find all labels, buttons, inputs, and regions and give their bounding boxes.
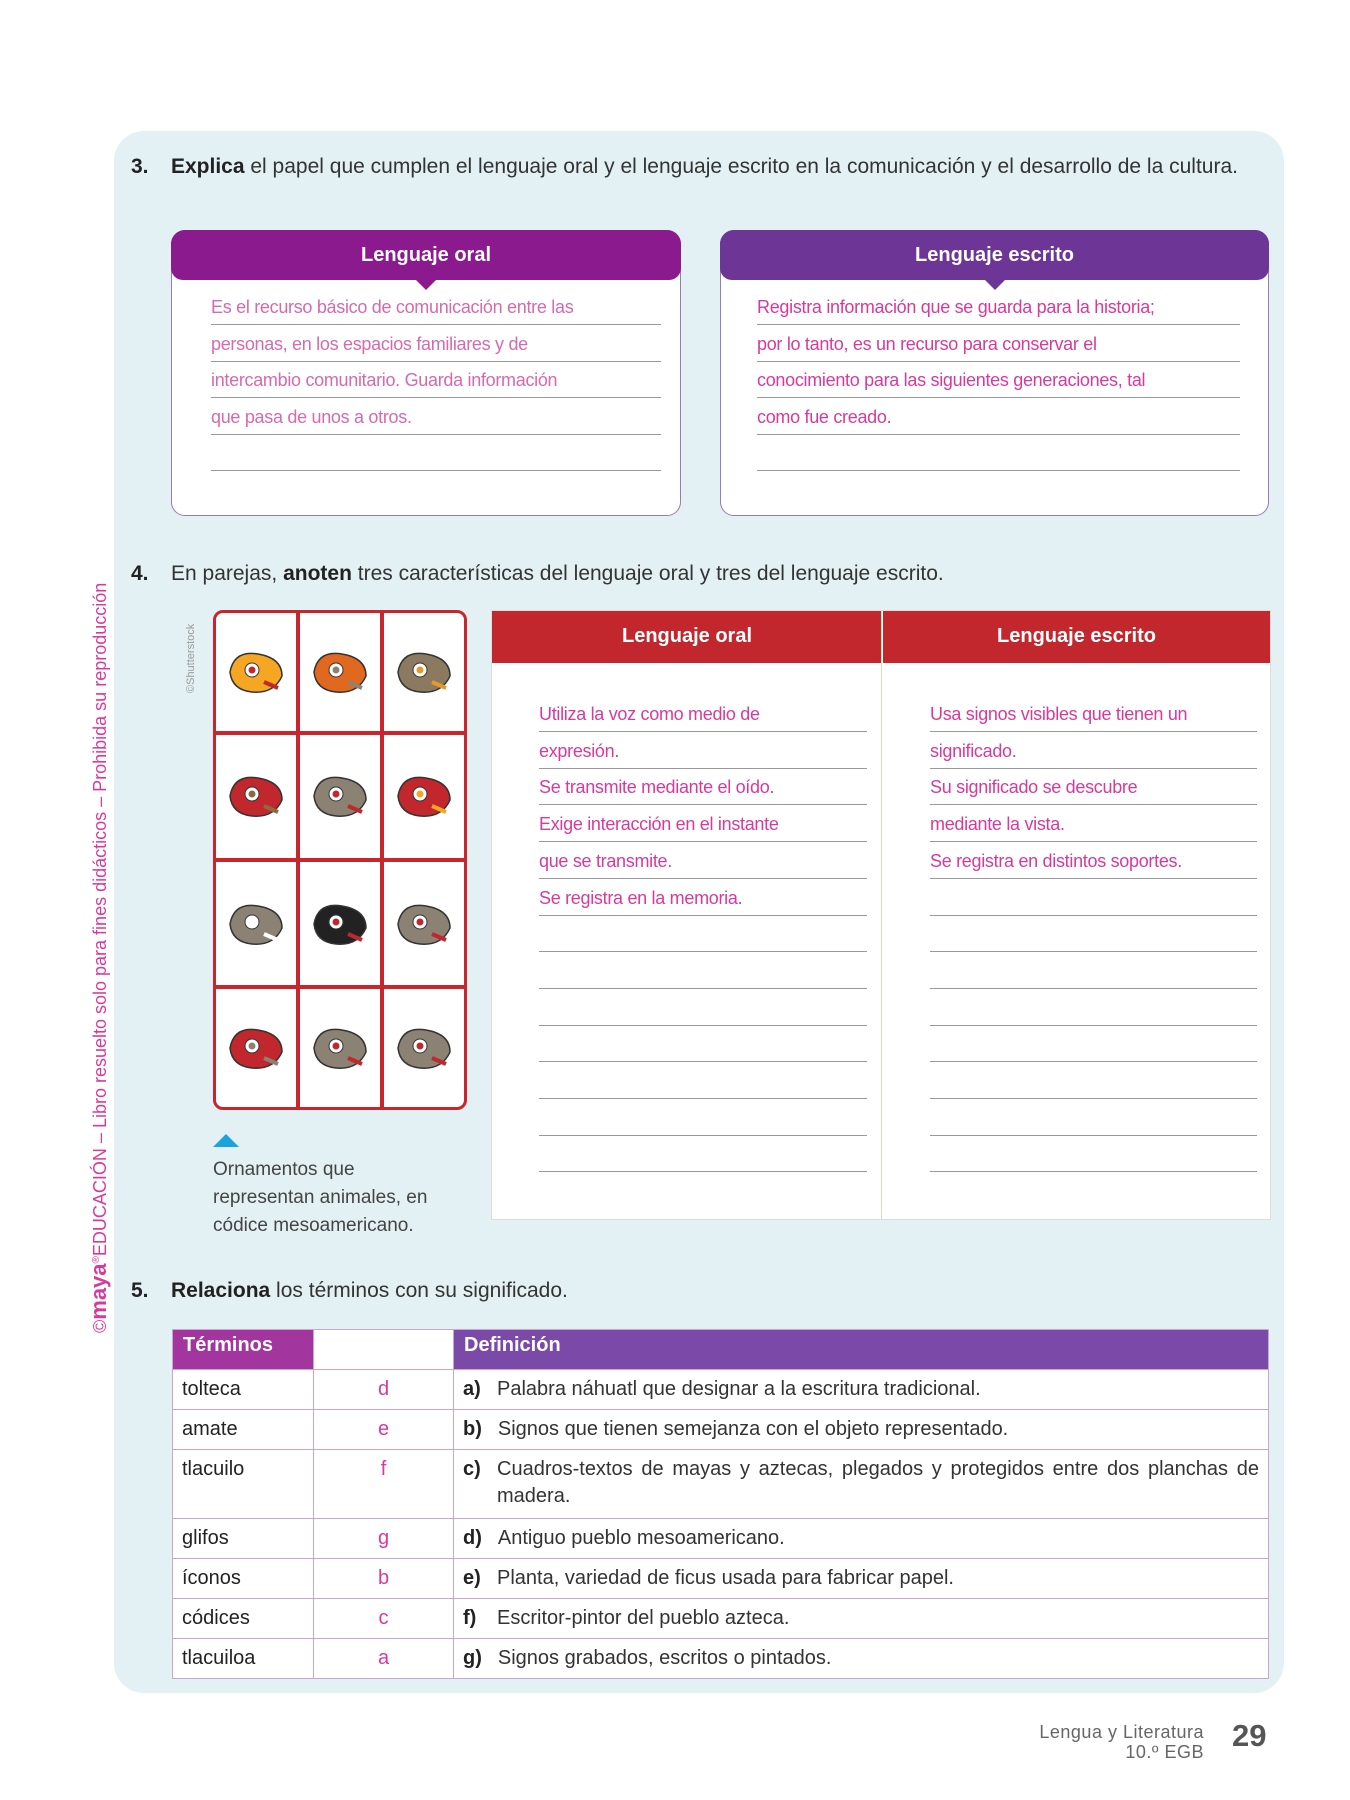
q5-verb: Relaciona — [171, 1279, 271, 1302]
matching-table — [172, 1329, 1269, 1679]
side-copyright-text — [86, 493, 112, 1333]
oral-answer-line[interactable]: intercambio comunitario. Guarda información — [211, 362, 661, 398]
oral-column-header: Lenguaje oral — [492, 611, 882, 663]
definition-cell — [454, 1519, 1269, 1559]
q4-text: tres características del lenguaje oral y tres del lenguaje escrito. — [351, 562, 944, 585]
answer-cell[interactable]: e — [314, 1410, 454, 1450]
oral-characteristic-line[interactable]: Utiliza la voz como medio de — [539, 696, 867, 732]
escrito-characteristic-line[interactable]: Se registra en distintos soportes. — [930, 843, 1257, 879]
oral-characteristic-line[interactable] — [539, 1063, 867, 1099]
definition-letter: f) — [463, 1607, 477, 1629]
escrito-answer-line[interactable]: Registra información que se guarda para la historia; — [757, 289, 1240, 325]
terms-header: Términos — [173, 1330, 314, 1370]
table-row — [173, 1519, 1269, 1559]
definition-letter: a) — [463, 1378, 481, 1400]
codex-image — [213, 610, 467, 1110]
escrito-answer-line[interactable]: como fue creado. — [757, 399, 1240, 435]
table-row — [173, 1599, 1269, 1639]
side-notice: EDUCACIÓN – Libro resuelto solo para fines didácticos – Prohibida su reproducción — [90, 582, 110, 1257]
answer-header — [314, 1330, 454, 1370]
escrito-box-title: Lenguaje escrito — [720, 230, 1269, 280]
image-credit: ©Shutterstock — [185, 623, 197, 693]
caption-line: códice mesoamericano. — [213, 1215, 414, 1236]
oral-characteristic-line[interactable] — [539, 953, 867, 989]
definition-letter: d) — [463, 1527, 482, 1549]
term-cell: amate — [173, 1410, 314, 1450]
definition-text: Signos grabados, escritos o pintados. — [497, 1647, 832, 1669]
oral-characteristic-line[interactable] — [539, 1100, 867, 1136]
definition-cell — [454, 1559, 1269, 1599]
definition-letter: b) — [463, 1418, 482, 1440]
answer-cell[interactable]: a — [314, 1639, 454, 1679]
q4-prompt — [171, 559, 944, 589]
q4-verb: anoten — [283, 562, 352, 585]
definition-cell — [454, 1639, 1269, 1679]
escrito-answer-line[interactable]: conocimiento para las siguientes generaciones, tal — [757, 362, 1240, 398]
animal-glyph-icon — [308, 642, 372, 702]
term-cell: tolteca — [173, 1370, 314, 1410]
answer-cell[interactable]: b — [314, 1559, 454, 1599]
term-cell: íconos — [173, 1559, 314, 1599]
brand-logo: maya — [86, 1263, 111, 1320]
codex-glyph — [216, 862, 296, 985]
codex-glyph — [300, 735, 380, 858]
definition-header: Definición — [454, 1330, 1269, 1370]
animal-glyph-icon — [224, 766, 288, 826]
escrito-characteristic-line[interactable]: significado. — [930, 733, 1257, 769]
column-divider — [881, 611, 882, 1219]
oral-characteristic-line[interactable] — [539, 990, 867, 1026]
definition-letter: c) — [463, 1458, 481, 1480]
codex-glyph — [384, 862, 464, 985]
oral-answer-line[interactable] — [211, 435, 661, 471]
animal-glyph-icon — [308, 1018, 372, 1078]
registered-mark: ® — [91, 1256, 102, 1264]
escrito-characteristic-line[interactable] — [930, 953, 1257, 989]
oral-characteristic-line[interactable]: que se transmite. — [539, 843, 867, 879]
escrito-characteristic-line[interactable] — [930, 1063, 1257, 1099]
caption-line: representan animales, en — [213, 1187, 428, 1208]
escrito-characteristic-line[interactable]: Su significado se descubre — [930, 769, 1257, 805]
answer-cell[interactable]: d — [314, 1370, 454, 1410]
caption-line: Ornamentos que — [213, 1159, 355, 1180]
animal-glyph-icon — [392, 894, 456, 954]
definition-cell — [454, 1450, 1269, 1519]
codex-glyph — [216, 735, 296, 858]
definition-text: Cuadros-textos de mayas y aztecas, plegados y protegidos entre dos planchas de madera. — [497, 1458, 1259, 1507]
oral-characteristic-line[interactable] — [539, 1136, 867, 1172]
codex-glyph — [300, 862, 380, 985]
codex-glyph — [384, 989, 464, 1107]
codex-glyph — [300, 613, 380, 731]
codex-glyph — [216, 989, 296, 1107]
definition-text: Planta, variedad de ficus usada para fabricar papel. — [497, 1567, 954, 1589]
table-row — [173, 1639, 1269, 1679]
term-cell: códices — [173, 1599, 314, 1639]
q3-number: 3. — [131, 155, 149, 178]
oral-answer-line[interactable]: personas, en los espacios familiares y de — [211, 326, 661, 362]
q3-text: el papel que cumplen el lenguaje oral y el lenguaje escrito en la comunicación y el desarrollo de la cultura. — [244, 155, 1238, 178]
image-caption — [213, 1156, 427, 1240]
animal-glyph-icon — [392, 766, 456, 826]
term-cell: tlacuilo — [173, 1450, 314, 1519]
oral-box-title: Lenguaje oral — [171, 230, 681, 280]
q5-number: 5. — [131, 1279, 149, 1302]
animal-glyph-icon — [224, 894, 288, 954]
q5-text: los términos con su significado. — [270, 1279, 568, 1302]
escrito-answer-line[interactable] — [757, 435, 1240, 471]
escrito-column-header: Lenguaje escrito — [883, 611, 1270, 663]
oral-characteristic-line[interactable]: Exige interacción en el instante — [539, 806, 867, 842]
term-cell: glifos — [173, 1519, 314, 1559]
table-row — [173, 1370, 1269, 1410]
answer-cell[interactable]: c — [314, 1599, 454, 1639]
escrito-characteristic-line[interactable] — [930, 1136, 1257, 1172]
q3-verb: Explica — [171, 155, 245, 178]
escrito-characteristic-line[interactable] — [930, 990, 1257, 1026]
table-row — [173, 1559, 1269, 1599]
oral-characteristic-line[interactable] — [539, 1026, 867, 1062]
answer-cell[interactable]: f — [314, 1450, 454, 1519]
q4-number: 4. — [131, 562, 149, 585]
definition-letter: g) — [463, 1647, 482, 1669]
caption-triangle-icon — [213, 1134, 239, 1147]
definition-text: Antiguo pueblo mesoamericano. — [497, 1527, 785, 1549]
table-row — [173, 1410, 1269, 1450]
escrito-characteristic-line[interactable]: mediante la vista. — [930, 806, 1257, 842]
escrito-answer-line[interactable]: por lo tanto, es un recurso para conservar el — [757, 326, 1240, 362]
escrito-characteristic-line[interactable] — [930, 1026, 1257, 1062]
answer-cell[interactable]: g — [314, 1519, 454, 1559]
animal-glyph-icon — [224, 642, 288, 702]
codex-glyph — [216, 613, 296, 731]
animal-glyph-icon — [392, 642, 456, 702]
escrito-characteristic-line[interactable] — [930, 1100, 1257, 1136]
oral-characteristic-line[interactable]: expresión. — [539, 733, 867, 769]
escrito-characteristic-line[interactable] — [930, 916, 1257, 952]
q3-prompt — [171, 152, 1269, 182]
animal-glyph-icon — [392, 1018, 456, 1078]
definition-text: Signos que tienen semejanza con el objeto representado. — [497, 1418, 1009, 1440]
table-row — [173, 1450, 1269, 1519]
codex-glyph — [384, 613, 464, 731]
codex-glyph — [384, 735, 464, 858]
page-number: 29 — [1232, 1718, 1267, 1753]
oral-answer-line[interactable]: Es el recurso básico de comunicación entre las — [211, 289, 661, 325]
copyright-symbol: © — [90, 1319, 110, 1333]
animal-glyph-icon — [308, 894, 372, 954]
definition-cell — [454, 1599, 1269, 1639]
definition-cell — [454, 1370, 1269, 1410]
animal-glyph-icon — [224, 1018, 288, 1078]
q5-prompt — [171, 1276, 568, 1306]
definition-text: Palabra náhuatl que designar a la escritura tradicional. — [497, 1378, 981, 1400]
oral-characteristic-line[interactable]: Se transmite mediante el oído. — [539, 769, 867, 805]
codex-glyph — [300, 989, 380, 1107]
escrito-characteristic-line[interactable]: Usa signos visibles que tienen un — [930, 696, 1257, 732]
animal-glyph-icon — [308, 766, 372, 826]
subject-name: Lengua y Literatura — [1039, 1722, 1204, 1742]
definition-cell — [454, 1410, 1269, 1450]
grade-label: 10.º EGB — [1125, 1742, 1204, 1762]
definition-letter: e) — [463, 1567, 481, 1589]
q4-pre: En parejas, — [171, 562, 284, 585]
oral-answer-line[interactable]: que pasa de unos a otros. — [211, 399, 661, 435]
term-cell: tlacuiloa — [173, 1639, 314, 1679]
oral-characteristic-line[interactable]: Se registra en la memoria. — [539, 880, 867, 916]
oral-characteristic-line[interactable] — [539, 916, 867, 952]
escrito-characteristic-line[interactable] — [930, 880, 1257, 916]
definition-text: Escritor-pintor del pueblo azteca. — [497, 1607, 790, 1629]
footer-subject — [1039, 1722, 1204, 1762]
